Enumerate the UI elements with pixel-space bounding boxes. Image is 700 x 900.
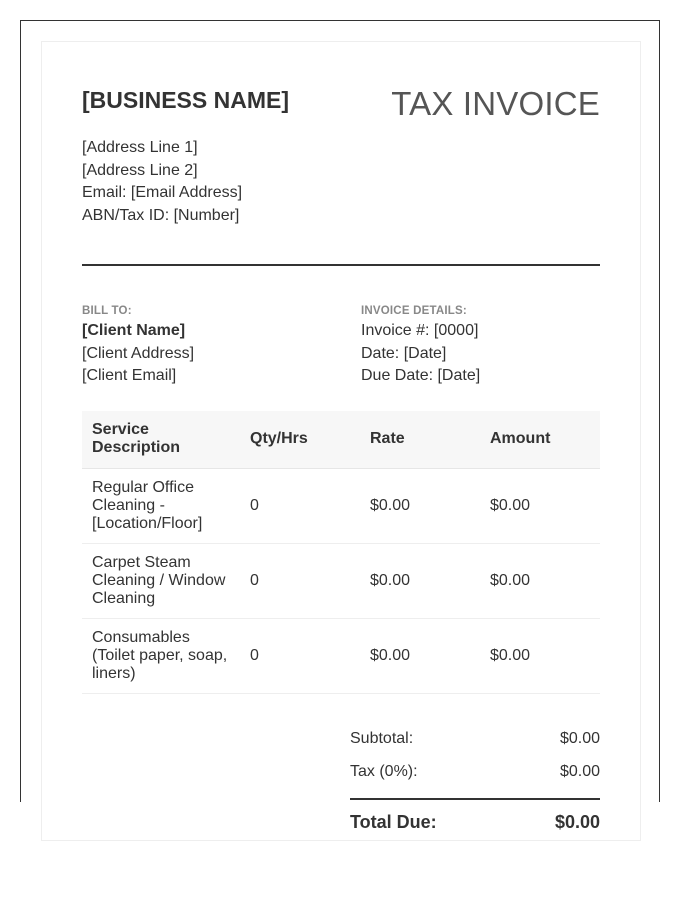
subtotal-row — [350, 722, 600, 755]
cell-qty: 0 — [240, 468, 360, 543]
table-header-row — [82, 411, 600, 468]
business-address-line-1: [Address Line 1] — [82, 139, 198, 156]
parties-section — [82, 266, 600, 411]
tax-row — [350, 755, 600, 788]
invoice-content — [82, 82, 600, 844]
table-row — [82, 543, 600, 618]
invoice-title: TAX INVOICE — [391, 85, 600, 122]
cell-rate: $0.00 — [360, 618, 480, 693]
line-items-table — [82, 411, 600, 694]
cell-amount: $0.00 — [480, 618, 600, 693]
client-address: [Client Address] — [82, 344, 195, 362]
tax-label: Tax (0%): — [350, 762, 418, 780]
invoice-sheet — [41, 41, 641, 841]
invoice-details-label: INVOICE DETAILS: — [361, 305, 467, 317]
cell-description: Carpet Steam Cleaning / Window Cleaning — [82, 543, 240, 618]
column-header-rate: Rate — [360, 411, 480, 468]
cell-description: Consumables (Toilet paper, soap, liners) — [82, 618, 240, 693]
business-tax-id: ABN/Tax ID: [Number] — [82, 206, 240, 224]
table-row — [82, 468, 600, 543]
invoice-number: Invoice #: [0000] — [361, 322, 479, 339]
invoice-header — [82, 82, 600, 266]
subtotal-value: $0.00 — [559, 729, 600, 747]
cell-rate: $0.00 — [360, 543, 480, 618]
document-frame — [20, 20, 660, 832]
cell-qty: 0 — [240, 543, 360, 618]
invoice-date: Date: [Date] — [361, 344, 447, 362]
totals-block — [350, 722, 600, 844]
subtotal-label: Subtotal: — [350, 729, 414, 747]
column-header-amount: Amount — [480, 411, 600, 468]
invoice-details-block — [361, 302, 480, 388]
cell-qty: 0 — [240, 618, 360, 693]
cell-amount: $0.00 — [480, 543, 600, 618]
tax-value: $0.00 — [559, 762, 600, 780]
cell-rate: $0.00 — [360, 468, 480, 543]
total-due-value: $0.00 — [554, 811, 600, 832]
column-header-qty: Qty/Hrs — [240, 411, 360, 468]
cell-amount: $0.00 — [480, 468, 600, 543]
business-address-block — [82, 137, 242, 227]
business-email: Email: [Email Address] — [82, 184, 243, 201]
bill-to-label: BILL TO: — [82, 305, 132, 317]
column-header-description: Service Description — [82, 411, 240, 468]
total-due-row — [350, 800, 600, 844]
client-email: [Client Email] — [82, 367, 177, 384]
cell-description: Regular Office Cleaning - [Location/Floor] — [82, 468, 240, 543]
table-row — [82, 618, 600, 693]
invoice-due-date: Due Date: [Date] — [361, 367, 481, 384]
business-address-line-2: [Address Line 2] — [82, 161, 198, 179]
business-name: [BUSINESS NAME] — [82, 87, 290, 113]
bill-to-block — [82, 302, 194, 388]
client-name: [Client Name] — [82, 322, 186, 339]
total-due-label: Total Due: — [350, 811, 437, 832]
